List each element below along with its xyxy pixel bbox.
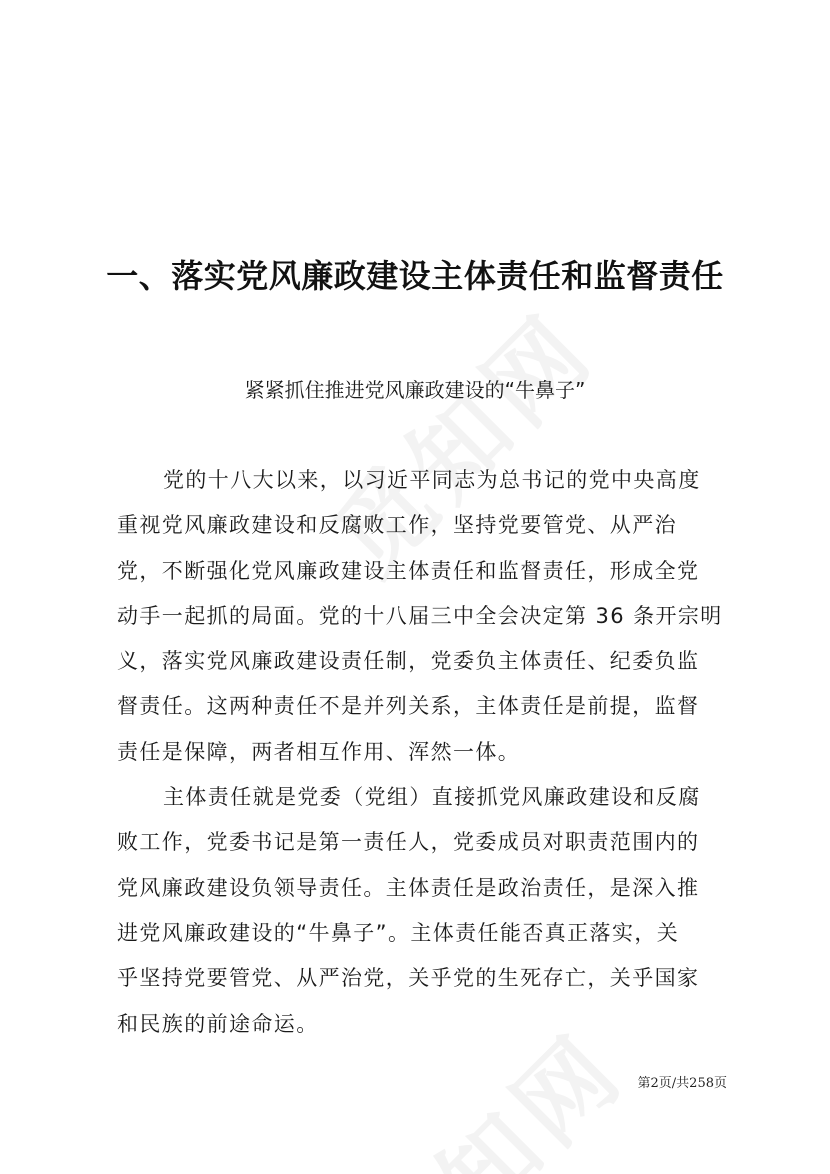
page-number: 第2页/共258页: [637, 1076, 727, 1091]
paragraph-2-line: 主体责任就是党委（党组）直接抓党风廉政建设和反腐: [163, 785, 701, 810]
body-text: [117, 458, 723, 1047]
paragraph-1-line: 党，不断强化党风廉政建设主体责任和监督责任，形成全党: [117, 558, 700, 583]
paragraph-1-line: 重视党风廉政建设和反腐败工作，坚持党要管党、从严治: [117, 513, 677, 538]
section-heading: 一、落实党风廉政建设主体责任和监督责任: [106, 257, 724, 295]
paragraph-2-line: 败工作，党委书记是第一责任人，党委成员对职责范围内的: [117, 830, 700, 855]
paragraph-1-line: 动手一起抓的局面。党的十八届三中全会决定第 36 条开宗明: [117, 603, 723, 628]
paragraph-2-line: 进党风廉政建设的“牛鼻子”。主体责任能否真正落实，关: [117, 920, 680, 945]
paragraph-2-line: 和民族的前途命运。: [117, 1011, 319, 1036]
article-subheading: 紧紧抓住推进党风廉政建设的“牛鼻子”: [244, 378, 586, 402]
paragraph-2-line: 乎坚持党要管党、从严治党，关乎党的生死存亡，关乎国家: [117, 966, 700, 991]
paragraph-1-line: 党的十八大以来，以习近平同志为总书记的党中央高度: [163, 468, 701, 492]
paragraph-2-line: 党风廉政建设负领导责任。主体责任是政治责任，是深入推: [117, 875, 700, 900]
paragraph-1-line: 督责任。这两种责任不是并列关系，主体责任是前提，监督: [117, 694, 700, 719]
paragraph-1-line: 责任是保障，两者相互作用、浑然一体。: [117, 739, 521, 764]
paragraph-1-line: 义，落实党风廉政建设责任制，党委负主体责任、纪委负监: [117, 649, 700, 674]
